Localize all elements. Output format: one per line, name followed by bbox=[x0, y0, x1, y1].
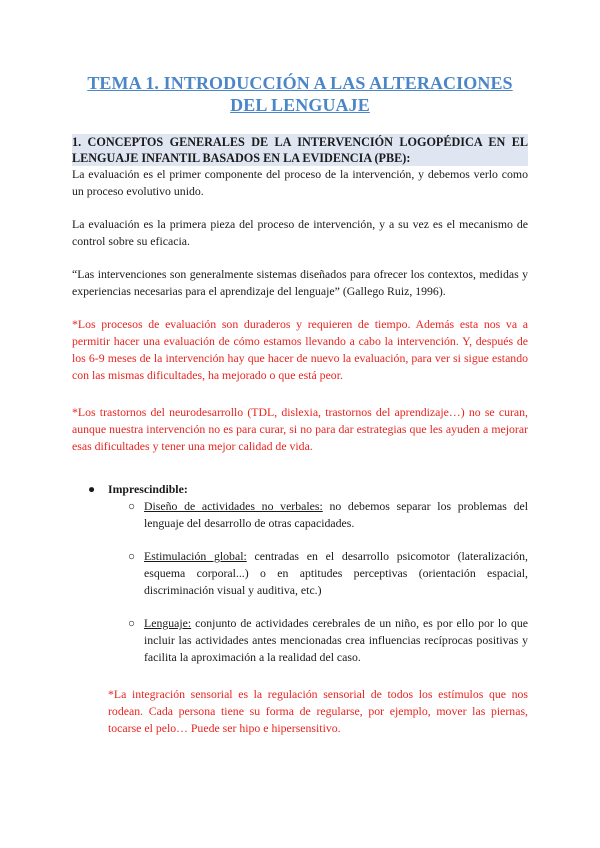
paragraph-quote: “Las intervenciones son generalmente sistemas diseñados para ofrecer los contextos, medidas y experiencias necesarias para el aprendizaje del lenguaje” (Gallego Ruiz, 1996). bbox=[72, 267, 528, 298]
list-item-term: Diseño de actividades no verbales: bbox=[144, 499, 323, 513]
essentials-sublist bbox=[72, 498, 528, 666]
section-heading-line-2: LENGUAJE INFANTIL BASADOS EN LA EVIDENCIA (PBE): bbox=[72, 151, 411, 165]
list-item-text: centradas en el desarrollo psicomotor (lateralización, esquema corporal...) o en aptitudes perceptivas (orientación espacial, discriminación visual y auditiva, etc.) bbox=[144, 549, 528, 597]
list-item-text: no debemos separar los problemas del lenguaje del desarrollo de otras capacidades. bbox=[144, 499, 528, 530]
circle-bullet-icon: ○ bbox=[128, 499, 136, 513]
list-item-term: Lenguaje: bbox=[144, 616, 192, 630]
bullet-icon: ● bbox=[88, 482, 96, 496]
note-sensory-integration: *La integración sensorial es la regulación sensorial de todos los estímulos que nos rodean. Cada persona tiene su forma de regularse, por ejemplo, mover las piernas, tocarse el pelo… Puede ser hipo e hipersensitivo. bbox=[108, 687, 528, 735]
paragraph-evaluation-1: La evaluación es el primer componente del proceso de la intervención, y debemos verlo como un proceso evolutivo unido. bbox=[72, 167, 528, 198]
circle-bullet-icon: ○ bbox=[128, 616, 136, 630]
list-item bbox=[72, 498, 528, 532]
note-neurodevelopment: *Los trastornos del neurodesarrollo (TDL, dislexia, trastornos del aprendizaje…) no se curan, aunque nuestra intervención no es para curar, si no para dar estrategias que les ayuden a mejorar esas dificultades y tener una mejor calidad de vida. bbox=[72, 405, 528, 453]
section-heading-line-1: 1. CONCEPTOS GENERALES DE LA INTERVENCIÓN LOGOPÉDICA EN EL bbox=[72, 135, 528, 149]
document-page bbox=[72, 0, 528, 737]
list-item-text: conjunto de actividades cerebrales de un niño, es por ello por lo que incluir las actividades antes mencionadas crea influencias recíprocas positivas y facilita la aproximación a la realidad del caso. bbox=[144, 616, 528, 664]
page-title bbox=[72, 72, 528, 116]
list-item-term: Estimulación global: bbox=[144, 549, 247, 563]
note-evaluation-process: *Los procesos de evaluación son duraderos y requieren de tiempo. Además esta nos va a permitir hacer una evaluación de cómo estamos llevando a cabo la intervención. Y, después de los 6-9 meses de la intervención hay que hacer de nuevo la evaluación, para ver si sigue estando con las mismas dificultades, ha mejorado o que está peor. bbox=[72, 317, 528, 382]
circle-bullet-icon: ○ bbox=[128, 549, 136, 563]
list-heading: Imprescindible: bbox=[108, 482, 188, 496]
paragraph-evaluation-2: La evaluación es la primera pieza del proceso de intervención, y a su vez es el mecanismo de control sobre su eficacia. bbox=[72, 217, 528, 248]
title-line-1: TEMA 1. INTRODUCCIÓN A LAS ALTERACIONES bbox=[87, 73, 513, 93]
essentials-list bbox=[72, 481, 528, 498]
list-item bbox=[72, 548, 528, 599]
title-line-2: DEL LENGUAJE bbox=[230, 95, 370, 115]
section-heading bbox=[72, 134, 528, 166]
list-item bbox=[72, 615, 528, 666]
list-heading-item bbox=[72, 481, 528, 498]
